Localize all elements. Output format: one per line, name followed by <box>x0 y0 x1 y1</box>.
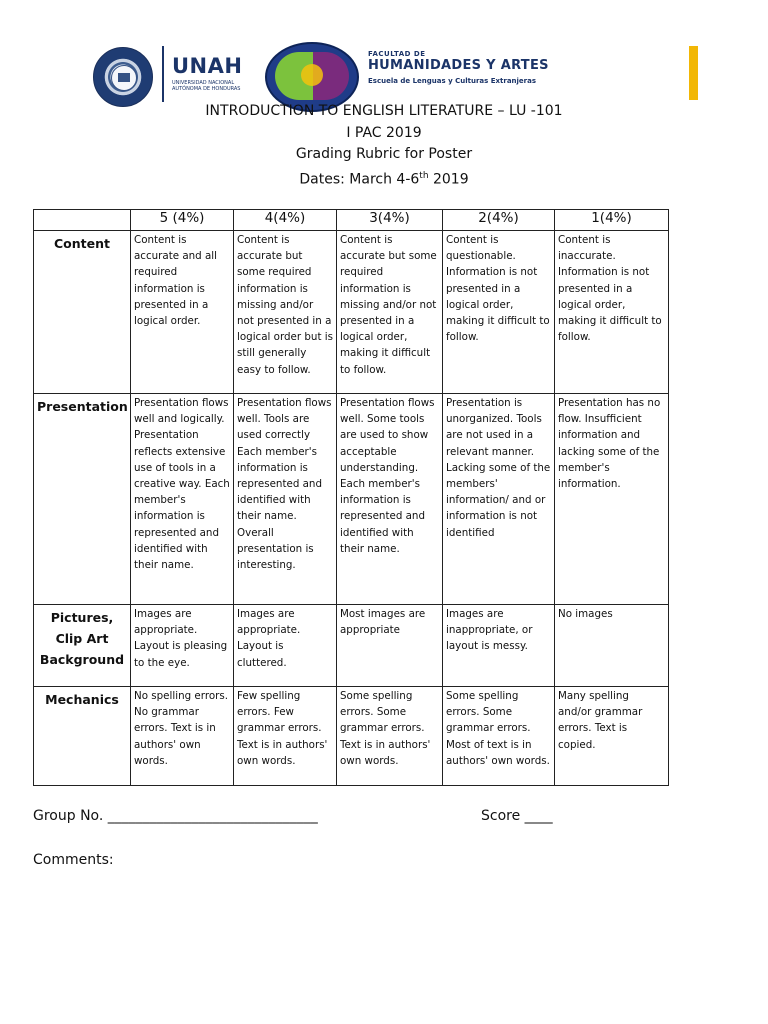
table-cell: Content is questionable. Information is not presented in a logical order, making it difficult to follow. <box>443 231 555 394</box>
table-cell: Presentation flows well and logically. Presentation reflects extensive use of tools in a creative way. Each member's information is represented and identified with their name. <box>131 394 234 605</box>
table-cell: Many spelling and/or grammar errors. Text is copied. <box>555 687 669 786</box>
comments-label: Comments: <box>33 852 114 868</box>
table-row <box>34 394 669 605</box>
faculty-name: HUMANIDADES Y ARTES <box>368 58 549 73</box>
table-cell: Few spelling errors. Few grammar errors. Text is in authors' own words. <box>234 687 337 786</box>
header-divider <box>162 46 164 102</box>
document-titles <box>0 101 768 191</box>
column-header: 2(4%) <box>443 210 555 231</box>
table-cell: Content is accurate but some required information is missing and/or not presented in a logical order but is still generally easy to follow. <box>234 231 337 394</box>
table-cell: Some spelling errors. Some grammar errors. Most of text is in authors' own words. <box>443 687 555 786</box>
table-cell: Content is inaccurate. Information is not presented in a logical order, making it difficult to follow. <box>555 231 669 394</box>
table-cell: Presentation flows well. Some tools are used to show acceptable understanding. Each member's information is represented and identified with their name. <box>337 394 443 605</box>
column-header: 5 (4%) <box>131 210 234 231</box>
dates-prefix: Dates: March 4-6 <box>299 171 420 188</box>
table-cell: Presentation is unorganized. Tools are not used in a relevant manner. Lacking some of the members' information/ and or information is not identified <box>443 394 555 605</box>
unah-wordmark: UNAH <box>172 54 243 78</box>
row-category: Mechanics <box>34 687 131 786</box>
row-category: Pictures, Clip Art Background <box>34 605 131 687</box>
course-title: INTRODUCTION TO ENGLISH LITERATURE – LU -101 <box>205 103 563 119</box>
faculty-label-small: FACULTAD DE <box>368 50 426 58</box>
table-cell: Presentation has no flow. Insufficient information and lacking some of the member's information. <box>555 394 669 605</box>
table-cell: Most images are appropriate <box>337 605 443 687</box>
column-header <box>34 210 131 231</box>
table-cell: No images <box>555 605 669 687</box>
dates-superscript: th <box>419 170 429 181</box>
seal-center-icon <box>111 65 137 91</box>
table-cell: Some spelling errors. Some grammar errors. Text is in authors' own words. <box>337 687 443 786</box>
table-row <box>34 687 669 786</box>
gold-accent-bar <box>689 46 698 100</box>
column-header: 4(4%) <box>234 210 337 231</box>
row-category: Presentation <box>34 394 131 605</box>
table-cell: Content is accurate and all required information is presented in a logical order. <box>131 231 234 394</box>
dates-suffix: 2019 <box>428 171 469 188</box>
unah-subtitle: UNIVERSIDAD NACIONAL AUTÓNOMA DE HONDURAS <box>172 80 241 92</box>
group-number-field[interactable]: Group No. ______________________________ <box>33 808 318 824</box>
column-header: 1(4%) <box>555 210 669 231</box>
page-header <box>90 42 710 108</box>
emblem-center-disk <box>301 64 323 86</box>
table-cell: Images are appropriate. Layout is cluttered. <box>234 605 337 687</box>
table-header-row <box>34 210 669 231</box>
table-cell: Content is accurate but some required information is missing and/or not presented in a logical order, making it difficult to follow. <box>337 231 443 394</box>
dates-line <box>0 166 768 191</box>
score-field[interactable]: Score ____ <box>481 808 553 824</box>
table-row <box>34 605 669 687</box>
table-row <box>34 231 669 394</box>
column-header: 3(4%) <box>337 210 443 231</box>
table-cell: No spelling errors. No grammar errors. Text is in authors' own words. <box>131 687 234 786</box>
rubric-table <box>33 209 669 786</box>
table-cell: Images are inappropriate, or layout is messy. <box>443 605 555 687</box>
table-cell: Images are appropriate. Layout is pleasing to the eye. <box>131 605 234 687</box>
unah-seal-logo <box>93 47 153 107</box>
faculty-school: Escuela de Lenguas y Culturas Extranjeras <box>368 77 537 85</box>
period-title: I PAC 2019 <box>346 124 422 141</box>
table-cell: Presentation flows well. Tools are used correctly Each member's information is represented and identified with their name. Overall presentation is interesting. <box>234 394 337 605</box>
row-category: Content <box>34 231 131 394</box>
rubric-title: Grading Rubric for Poster <box>295 146 473 162</box>
